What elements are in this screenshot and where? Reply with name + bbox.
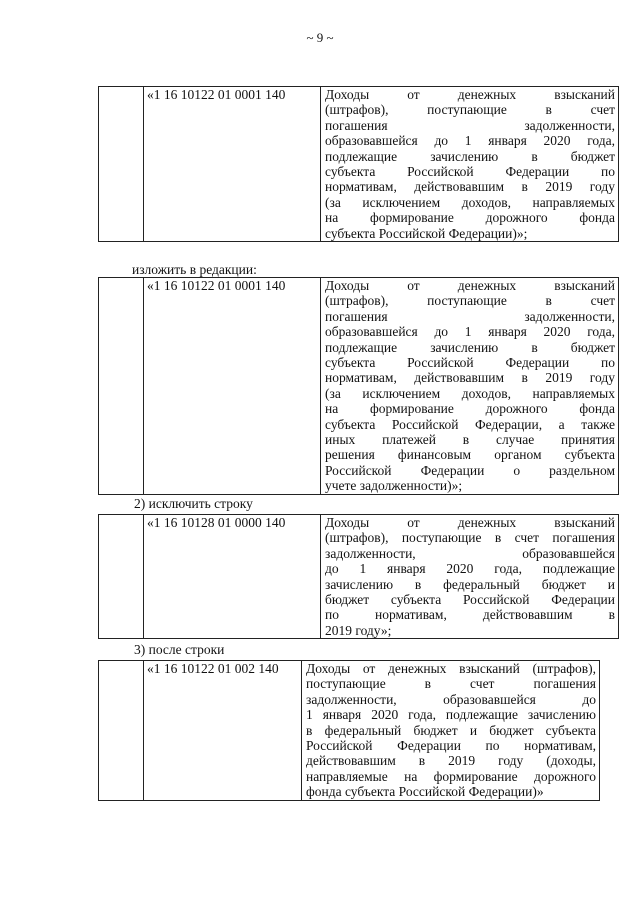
description-line: решения финансовым органом субъекта — [325, 447, 615, 463]
description-line: Российской Федерации о раздельном — [325, 462, 615, 478]
description-line: Доходы от денежных взысканий (штрафов), — [306, 661, 596, 676]
description-cell — [321, 278, 619, 495]
description-line: направляемые на формирование дорожного — [306, 768, 596, 784]
description-line: (за исключением доходов, направляемых — [325, 385, 615, 401]
empty-cell — [99, 515, 144, 639]
empty-cell — [99, 661, 144, 801]
description-line: задолженности, образовавшейся до — [306, 691, 596, 707]
table-row — [99, 278, 619, 495]
description-line: Доходы от денежных взысканий — [325, 87, 615, 102]
description-cell — [302, 661, 600, 801]
description-cell — [321, 87, 619, 242]
description-line: иных платежей в случае принятия — [325, 432, 615, 448]
description-line: бюджет субъекта Российской Федерации — [325, 592, 615, 608]
description-line: поступающие в счет погашения — [306, 676, 596, 692]
budget-code-cell: «1 16 10122 01 0001 140 — [144, 278, 321, 495]
description-line: (штрафов), поступающие в счет погашения — [325, 530, 615, 546]
description-line: учете задолженности)»; — [325, 478, 463, 494]
description-cell — [321, 515, 619, 639]
description-line: субъекта Российской Федерации по — [325, 355, 615, 371]
instruction-label: изложить в редакции: — [132, 262, 257, 277]
description-line: субъекта Российской Федерации)»; — [325, 225, 528, 241]
description-line: погашения задолженности, — [325, 117, 615, 133]
description-line: образовавшейся до 1 января 2020 года, — [325, 133, 615, 149]
table-row — [99, 87, 619, 242]
budget-code-table-4 — [98, 660, 600, 801]
budget-code-table-1 — [98, 86, 619, 242]
budget-code-table-2 — [98, 277, 619, 495]
description-line: субъекта Российской Федерации, а также — [325, 416, 615, 432]
budget-code-cell: «1 16 10122 01 002 140 — [144, 661, 302, 801]
description-line: погашения задолженности, — [325, 308, 615, 324]
description-line: подлежащие зачислению в бюджет — [325, 148, 615, 164]
description-line: на формирование дорожного фонда — [325, 210, 615, 226]
description-line: подлежащие зачислению в бюджет — [325, 339, 615, 355]
page-number: ~ 9 ~ — [306, 30, 334, 45]
budget-code-cell: «1 16 10122 01 0001 140 — [144, 87, 321, 242]
description-line: 2019 году»; — [325, 622, 392, 638]
description-line: (за исключением доходов, направляемых — [325, 194, 615, 210]
table-row — [99, 661, 600, 801]
description-line: фонда субъекта Российской Федерации)» — [306, 784, 544, 800]
description-line: образовавшейся до 1 января 2020 года, — [325, 324, 615, 340]
description-line: в федеральный бюджет и бюджет субъекта — [306, 722, 596, 738]
description-line: Доходы от денежных взысканий — [325, 278, 615, 293]
instruction-label: 2) исключить строку — [134, 496, 253, 511]
table-row — [99, 515, 619, 639]
description-line: (штрафов), поступающие в счет — [325, 102, 615, 118]
description-line: по нормативам, действовавшим в — [325, 607, 615, 623]
budget-code-cell: «1 16 10128 01 0000 140 — [144, 515, 321, 639]
instruction-label: 3) после строки — [134, 642, 225, 657]
description-line: (штрафов), поступающие в счет — [325, 293, 615, 309]
description-line: нормативам, действовавшим в 2019 году — [325, 370, 615, 386]
description-line: зачислению в федеральный бюджет и — [325, 576, 615, 592]
description-line: на формирование дорожного фонда — [325, 401, 615, 417]
empty-cell — [99, 278, 144, 495]
description-line: нормативам, действовавшим в 2019 году — [325, 179, 615, 195]
description-line: субъекта Российской Федерации по — [325, 164, 615, 180]
description-line: 1 января 2020 года, подлежащие зачислению — [306, 707, 596, 723]
description-line: Российской Федерации по нормативам, — [306, 738, 596, 754]
description-line: до 1 января 2020 года, подлежащие — [325, 561, 615, 577]
empty-cell — [99, 87, 144, 242]
budget-code-table-3 — [98, 514, 619, 639]
description-line: Доходы от денежных взысканий — [325, 515, 615, 530]
description-line: действовавшим в 2019 году (доходы, — [306, 753, 596, 769]
description-line: задолженности, образовавшейся — [325, 545, 615, 561]
